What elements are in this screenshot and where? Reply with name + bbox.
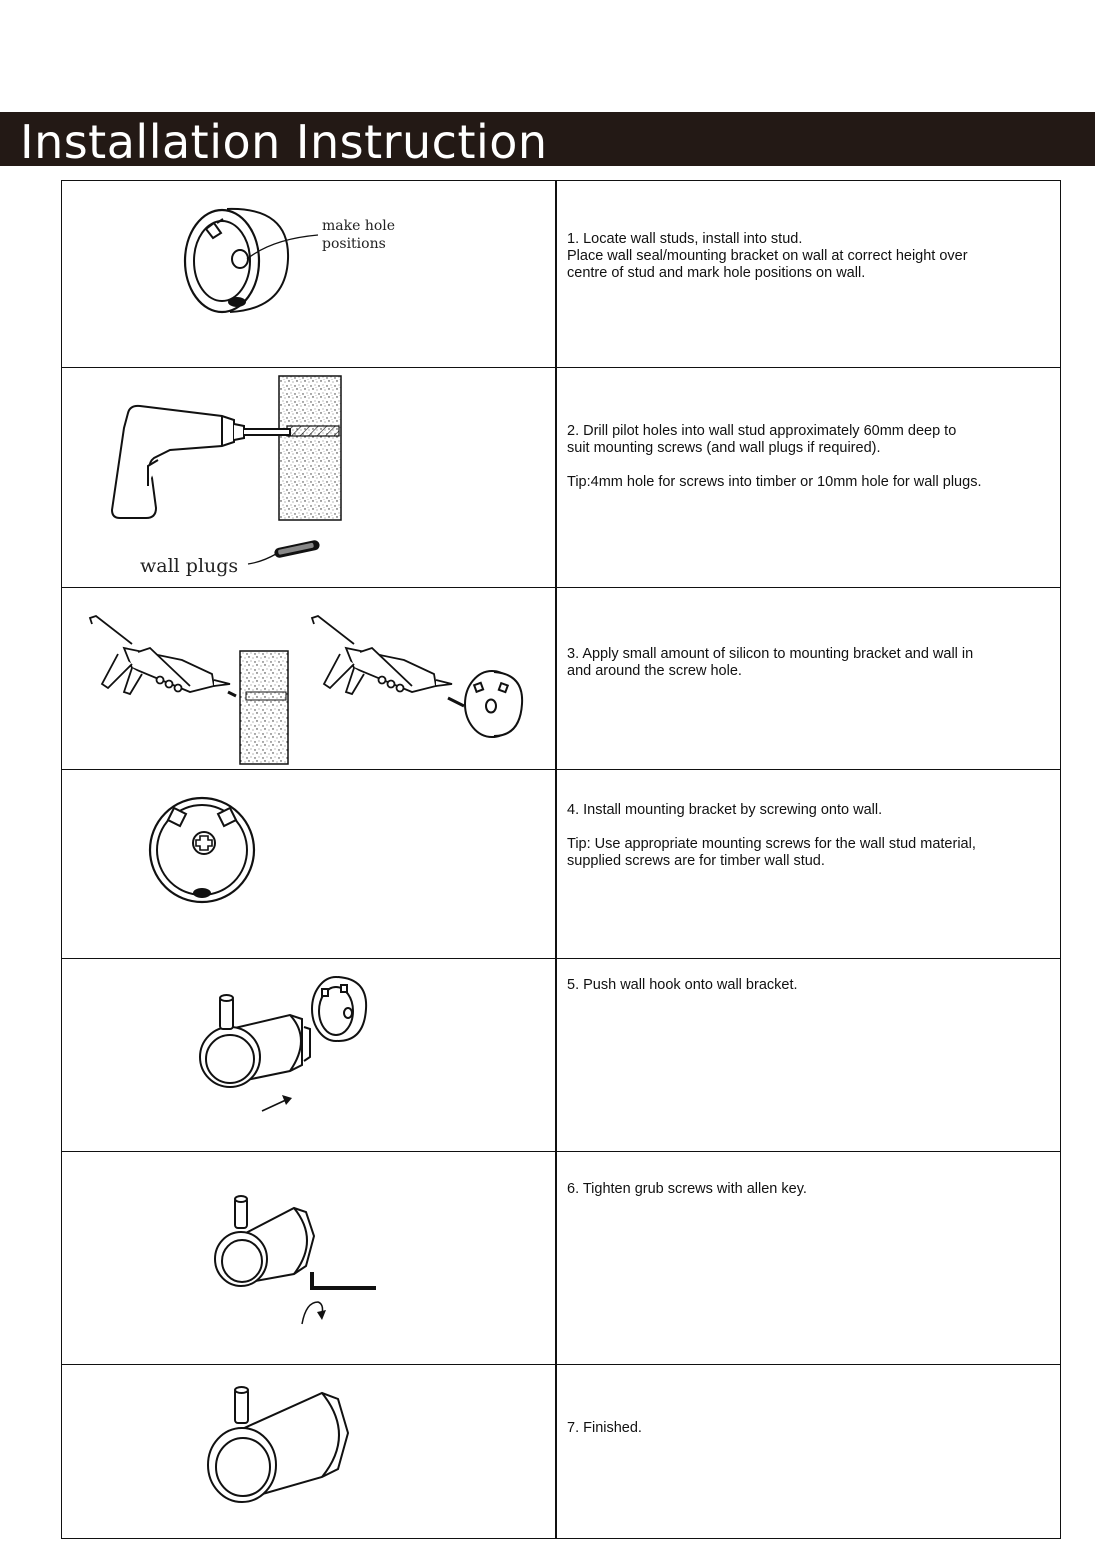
installed-hook-icon xyxy=(208,1387,348,1502)
step-7-illustration xyxy=(62,1365,555,1540)
step-3-line: and around the screw hole. xyxy=(567,663,742,679)
wall-plug-icon xyxy=(273,539,320,558)
step-4-illustration xyxy=(62,770,555,958)
step-1-line: Place wall seal/mounting bracket on wall at correct height over xyxy=(567,248,968,264)
step-4-tip: Tip: Use appropriate mounting screws for the wall stud material, xyxy=(567,836,976,852)
step-row-3 xyxy=(62,588,1060,770)
step-5-line: 5. Push wall hook onto wall bracket. xyxy=(567,977,798,993)
wall-plugs-label: wall plugs xyxy=(140,555,239,577)
step-2-tip: Tip:4mm hole for screws into timber or 10mm hole for wall plugs. xyxy=(567,474,982,490)
wall-hook-icon xyxy=(215,1196,314,1286)
step-4-tip: supplied screws are for timber wall stud. xyxy=(567,853,825,869)
caulk-gun-icon-1 xyxy=(90,616,230,694)
mounting-bracket-icon xyxy=(465,671,522,737)
step-7-text xyxy=(567,1420,1040,1437)
step-1-illustration xyxy=(62,181,555,367)
step-row-2 xyxy=(62,368,1060,588)
make-hole-label-1: make hole xyxy=(322,218,396,234)
step-1-line: centre of stud and mark hole positions on wall. xyxy=(567,265,866,281)
step-2-illustration xyxy=(62,368,555,587)
step-row-6 xyxy=(62,1152,1060,1365)
direction-arrow-icon xyxy=(282,1095,292,1105)
caulk-gun-icon-2 xyxy=(312,616,452,694)
step-6-line: 6. Tighten grub screws with allen key. xyxy=(567,1181,807,1197)
step-3-text xyxy=(567,646,1040,680)
step-2-text xyxy=(567,423,1040,491)
step-3-illustration xyxy=(62,588,555,769)
step-row-5 xyxy=(62,959,1060,1152)
step-2-line: suit mounting screws (and wall plugs if required). xyxy=(567,440,881,456)
step-row-1 xyxy=(62,181,1060,368)
step-7-line: 7. Finished. xyxy=(567,1420,642,1436)
mounting-bracket-screwed-icon xyxy=(150,798,254,902)
step-6-illustration xyxy=(62,1152,555,1364)
step-4-line: 4. Install mounting bracket by screwing onto wall. xyxy=(567,802,883,818)
instruction-table xyxy=(61,180,1061,1539)
wall-stud-block xyxy=(279,376,341,520)
step-2-line: 2. Drill pilot holes into wall stud approximately 60mm deep to xyxy=(567,423,957,439)
page-title: Installation Instruction xyxy=(20,115,548,169)
step-1-text xyxy=(567,231,1040,282)
drill-icon xyxy=(112,406,290,518)
step-row-7 xyxy=(62,1365,1060,1540)
wall-bracket-icon xyxy=(312,977,366,1041)
step-row-4 xyxy=(62,770,1060,959)
step-1-line: 1. Locate wall studs, install into stud. xyxy=(567,231,803,247)
make-hole-label-2: positions xyxy=(322,236,386,252)
allen-key-icon xyxy=(312,1272,376,1288)
step-5-text xyxy=(567,977,1040,994)
wall-hook-icon xyxy=(200,995,310,1087)
step-4-text xyxy=(567,802,1040,870)
step-6-text xyxy=(567,1181,1040,1198)
step-5-illustration xyxy=(62,959,555,1151)
step-3-line: 3. Apply small amount of silicon to mounting bracket and wall in xyxy=(567,646,974,662)
wall-stud-block xyxy=(240,651,288,764)
